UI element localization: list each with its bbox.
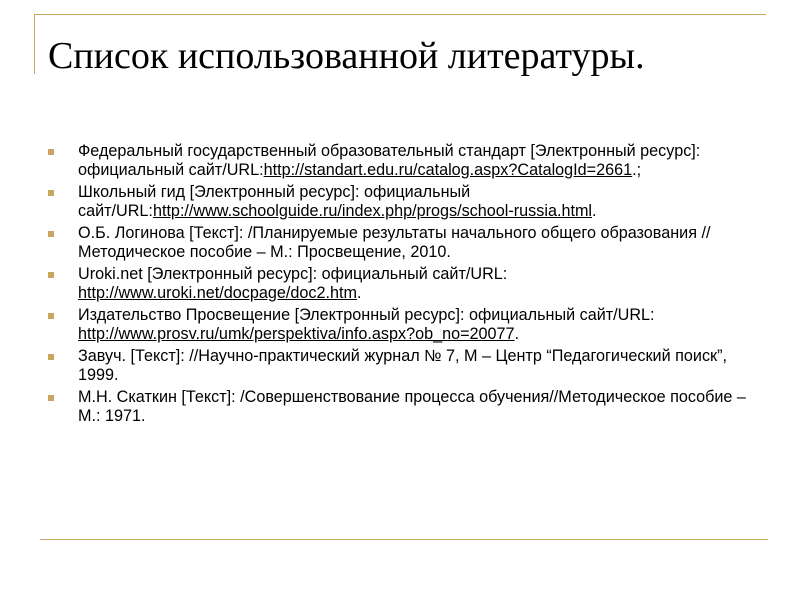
square-bullet-icon <box>48 190 54 196</box>
reference-item-4 <box>48 265 748 302</box>
reference-item-1 <box>48 142 748 179</box>
reference-item-5 <box>48 306 748 343</box>
reference-text: Издательство Просвещение [Электронный ресурс]: официальный сайт/URL: <box>78 306 655 324</box>
reference-suffix: . <box>592 201 597 220</box>
reference-link[interactable]: http://www.prosv.ru/umk/perspektiva/info.aspx?ob_no=20077 <box>78 324 515 343</box>
square-bullet-icon <box>48 354 54 360</box>
reference-text: Федеральный государственный образовательный стандарт [Электронный ресурс]: официальный сайт/URL: <box>78 142 701 179</box>
reference-link[interactable]: http://standart.edu.ru/catalog.aspx?CatalogId=2661 <box>263 160 633 179</box>
reference-text: Uroki.net [Электронный ресурс]: официальный сайт/URL: <box>78 265 508 283</box>
reference-text: Школьный гид [Электронный ресурс]: официальный сайт/URL: <box>78 183 471 220</box>
reference-suffix: .; <box>632 160 642 179</box>
reference-text: Завуч. [Текст]: //Научно-практический журнал № 7, М – Центр “Педагогический поиск”, 1999. <box>78 347 728 384</box>
reference-suffix: . <box>514 324 520 343</box>
square-bullet-icon <box>48 231 54 237</box>
reference-link[interactable]: http://www.uroki.net/docpage/doc2.htm <box>78 283 357 302</box>
reference-list <box>48 142 748 429</box>
reference-item-2 <box>48 183 748 220</box>
frame-bottom-line <box>40 539 768 540</box>
frame-vertical-line <box>34 14 35 74</box>
reference-text: М.Н. Скаткин [Текст]: /Совершенствование процесса обучения//Методическое пособие – М.: 1971. <box>78 388 746 425</box>
reference-text: О.Б. Логинова [Текст]: /Планируемые результаты начального общего образования //Методическое пособие – М.: Просвещение, 2010. <box>78 224 711 261</box>
square-bullet-icon <box>48 149 54 155</box>
reference-item-3 <box>48 224 748 261</box>
square-bullet-icon <box>48 272 54 278</box>
square-bullet-icon <box>48 313 54 319</box>
reference-link[interactable]: http://www.schoolguide.ru/index.php/progs/school-russia.html <box>152 201 593 220</box>
reference-item-7 <box>48 388 748 425</box>
square-bullet-icon <box>48 395 54 401</box>
slide-title: Список использованной литературы. <box>48 35 645 77</box>
frame-top-line <box>34 14 766 15</box>
reference-item-6 <box>48 347 748 384</box>
reference-suffix: . <box>356 283 362 302</box>
